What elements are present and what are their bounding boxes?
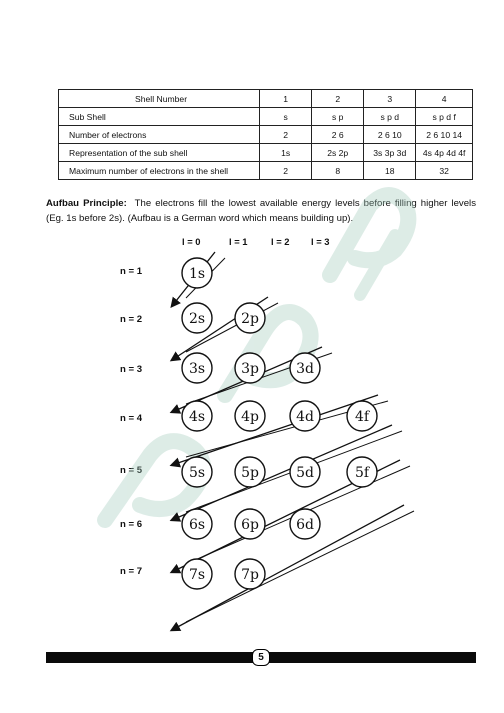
orbital-6d <box>290 509 320 539</box>
l-label: l = 1 <box>229 236 248 247</box>
orbital-4p <box>235 401 265 431</box>
orbital-label: 5d <box>296 465 314 481</box>
l-label: l = 3 <box>311 236 330 247</box>
orbital-4f <box>347 401 377 431</box>
table-cell: 2 <box>260 126 312 144</box>
table-cell: s p <box>312 108 364 126</box>
orbital-label: 5f <box>354 465 370 481</box>
table-cell: 3s 3p 3d <box>364 144 416 162</box>
orbital-6s <box>182 509 212 539</box>
table-cell: 2 6 10 <box>364 126 416 144</box>
table-cell: 2 6 10 14 <box>416 126 473 144</box>
table-cell: 8 <box>312 162 364 180</box>
table-header-cell: Shell Number <box>59 90 260 108</box>
table-cell: 4s 4p 4d 4f <box>416 144 473 162</box>
table-cell: Sub Shell <box>59 108 260 126</box>
aufbau-heading: Aufbau Principle: <box>46 198 127 209</box>
table-cell: 1s <box>260 144 312 162</box>
orbital-label: 2s <box>188 311 206 327</box>
orbital-2p <box>235 303 265 333</box>
orbital-label: 3d <box>296 361 314 377</box>
table-cell: s p d <box>364 108 416 126</box>
orbital-5f <box>347 457 377 487</box>
aufbau-text: The electrons fill the lowest available energy levels before filling higher levels (Eg. 1s before 2s). (Aufbau is a German word which means building up). <box>46 198 476 224</box>
orbital-7p <box>235 559 265 589</box>
orbital-2s <box>182 303 212 333</box>
orbital-label: 3s <box>188 361 206 377</box>
orbital-4s <box>182 401 212 431</box>
orbital-3d <box>290 353 320 383</box>
orbital-label: 6d <box>296 517 314 533</box>
n-label: n = 1 <box>120 266 143 277</box>
table-cell: 2 6 <box>312 126 364 144</box>
orbital-5s <box>182 457 212 487</box>
table-cell: 18 <box>364 162 416 180</box>
orbital-label: 7s <box>188 567 206 583</box>
n-label: n = 3 <box>120 364 143 375</box>
l-label: l = 0 <box>182 236 201 247</box>
orbital-label: 4p <box>241 409 259 425</box>
orbital-label: 4d <box>296 409 314 425</box>
orbital-4d <box>290 401 320 431</box>
orbital-3p <box>235 353 265 383</box>
orbital-5d <box>290 457 320 487</box>
orbital-label: 7p <box>241 567 259 583</box>
orbital-label: 4s <box>188 409 206 425</box>
table-cell: s p d f <box>416 108 473 126</box>
orbital-3s <box>182 353 212 383</box>
table-cell: Maximum number of electrons in the shell <box>59 162 260 180</box>
table-header-cell: 4 <box>416 90 473 108</box>
table-cell: 32 <box>416 162 473 180</box>
page-number: 5 <box>252 649 270 666</box>
table-cell: s <box>260 108 312 126</box>
orbital-5p <box>235 457 265 487</box>
table-header-cell: 3 <box>364 90 416 108</box>
orbital-label: 4f <box>354 409 370 425</box>
orbital-label: 5s <box>188 465 206 481</box>
table-cell: 2s 2p <box>312 144 364 162</box>
orbital-label: 6p <box>241 517 259 533</box>
table-cell: Representation of the sub shell <box>59 144 260 162</box>
n-label: n = 5 <box>120 465 143 476</box>
table-header-cell: 2 <box>312 90 364 108</box>
n-label: n = 2 <box>120 314 143 325</box>
table-cell: Number of electrons <box>59 126 260 144</box>
orbital-label: 1s <box>188 266 206 282</box>
orbital-label: 3p <box>241 361 259 377</box>
orbital-6p <box>235 509 265 539</box>
orbital-label: 2p <box>241 311 259 327</box>
n-label: n = 7 <box>120 566 143 577</box>
table-header-cell: 1 <box>260 90 312 108</box>
l-label: l = 2 <box>271 236 290 247</box>
orbital-1s <box>182 258 212 288</box>
table-cell: 2 <box>260 162 312 180</box>
n-label: n = 6 <box>120 519 143 530</box>
orbital-label: 6s <box>188 517 206 533</box>
orbital-7s <box>182 559 212 589</box>
orbital-label: 5p <box>241 465 259 481</box>
n-label: n = 4 <box>120 413 143 424</box>
